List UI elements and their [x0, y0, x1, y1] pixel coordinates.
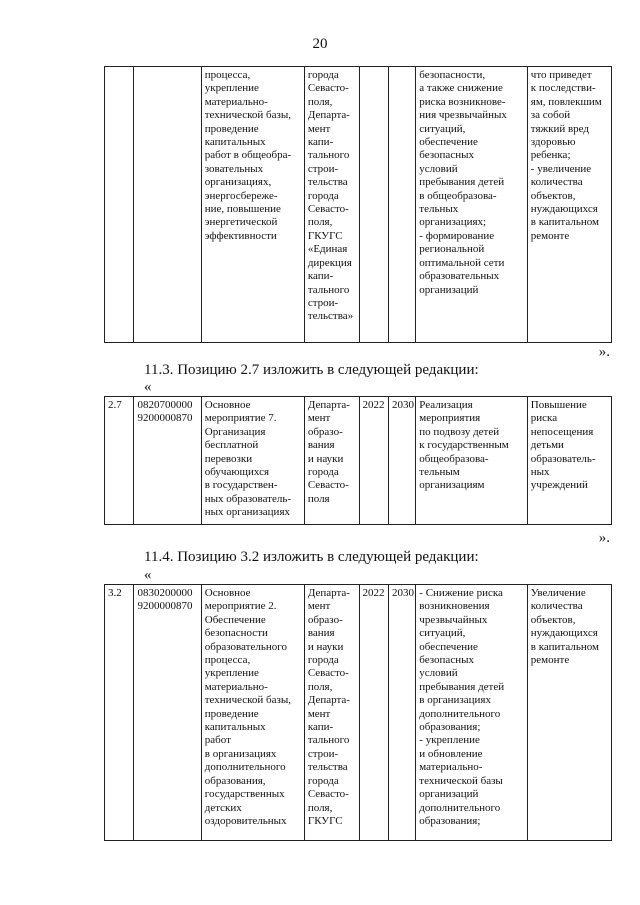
cell-num: 3.2 — [105, 585, 134, 841]
closing-quote: ». — [598, 344, 610, 360]
cell-result: Реализация мероприятия по подвозу детей к государственным общеобразова- тельным организациям — [416, 397, 527, 525]
cell-result: - Снижение риска возникновения чрезвычайных ситуаций, обеспечение безопасных условий пребывания детей в организациях дополнительного образования; - укрепление и обновление материально- технической базы организаций дополнительного образования; — [416, 585, 527, 841]
cell-year-start: 2022 — [359, 585, 388, 841]
cell-event-name: Основное мероприятие 7. Организация бесплатной перевозки обучающихся в государствен- ных образователь- ных организациях — [201, 397, 304, 525]
table-row — [105, 397, 612, 525]
cell-codes: 0830200000 9200000870 — [134, 585, 201, 841]
cell-num: 2.7 — [105, 397, 134, 525]
opening-quote: « — [144, 567, 152, 583]
cell-event-name: Основное мероприятие 2. Обеспечение безопасности образовательного процесса, укрепление материально- технической базы, проведение капитальных работ в организациях дополнительного образования, государственных детских оздоровительных — [201, 585, 304, 841]
cell-num — [105, 67, 134, 343]
cell-year-end: 2030 — [388, 585, 415, 841]
cell-risk: Повышение риска непосещения детьми образователь- ных учреждений — [527, 397, 611, 525]
cell-year-start — [359, 67, 388, 343]
table-continuation — [104, 66, 612, 343]
page-number: 20 — [312, 36, 328, 52]
cell-year-end: 2030 — [388, 397, 415, 525]
section-heading-11-3: 11.3. Позицию 2.7 изложить в следующей редакции: — [144, 362, 479, 378]
table-position-2-7 — [104, 396, 612, 525]
table-row — [105, 67, 612, 343]
table-row — [105, 585, 612, 841]
cell-codes — [134, 67, 201, 343]
cell-result: безопасности, а также снижение риска возникнове- ния чрезвычайных ситуаций, обеспечение безопасных условий пребывания детей в общеобразова- тельных организациях; - формирование региональной оптимальной сети образовательных организаций — [416, 67, 527, 343]
opening-quote: « — [144, 379, 152, 395]
cell-year-start: 2022 — [359, 397, 388, 525]
cell-executor: Департа- мент образо- вания и науки города Севасто- поля, Департа- мент капи- тального строи- тельства города Севасто- поля, ГКУГС — [304, 585, 359, 841]
closing-quote: ». — [598, 530, 610, 546]
cell-executor: города Севасто- поля, Департа- мент капи- тального строи- тельства города Севасто- поля, ГКУГС «Единая дирекция капи- тального строи- тельства» — [304, 67, 359, 343]
table-position-3-2 — [104, 584, 612, 841]
section-heading-11-4: 11.4. Позицию 3.2 изложить в следующей редакции: — [144, 549, 479, 565]
cell-risk: что приведет к последстви- ям, повлекшим за собой тяжкий вред здоровью ребенка; - увеличение количества объектов, нуждающихся в капитальном ремонте — [527, 67, 611, 343]
cell-risk: Увеличение количества объектов, нуждающихся в капитальном ремонте — [527, 585, 611, 841]
cell-codes: 0820700000 9200000870 — [134, 397, 201, 525]
cell-executor: Департа- мент образо- вания и науки города Севасто- поля — [304, 397, 359, 525]
cell-year-end — [388, 67, 415, 343]
cell-event-name: процесса, укрепление материально- технической базы, проведение капитальных работ в общеобра- зовательных организациях, энергосбереже- ние, повышение энергетической эффективности — [201, 67, 304, 343]
